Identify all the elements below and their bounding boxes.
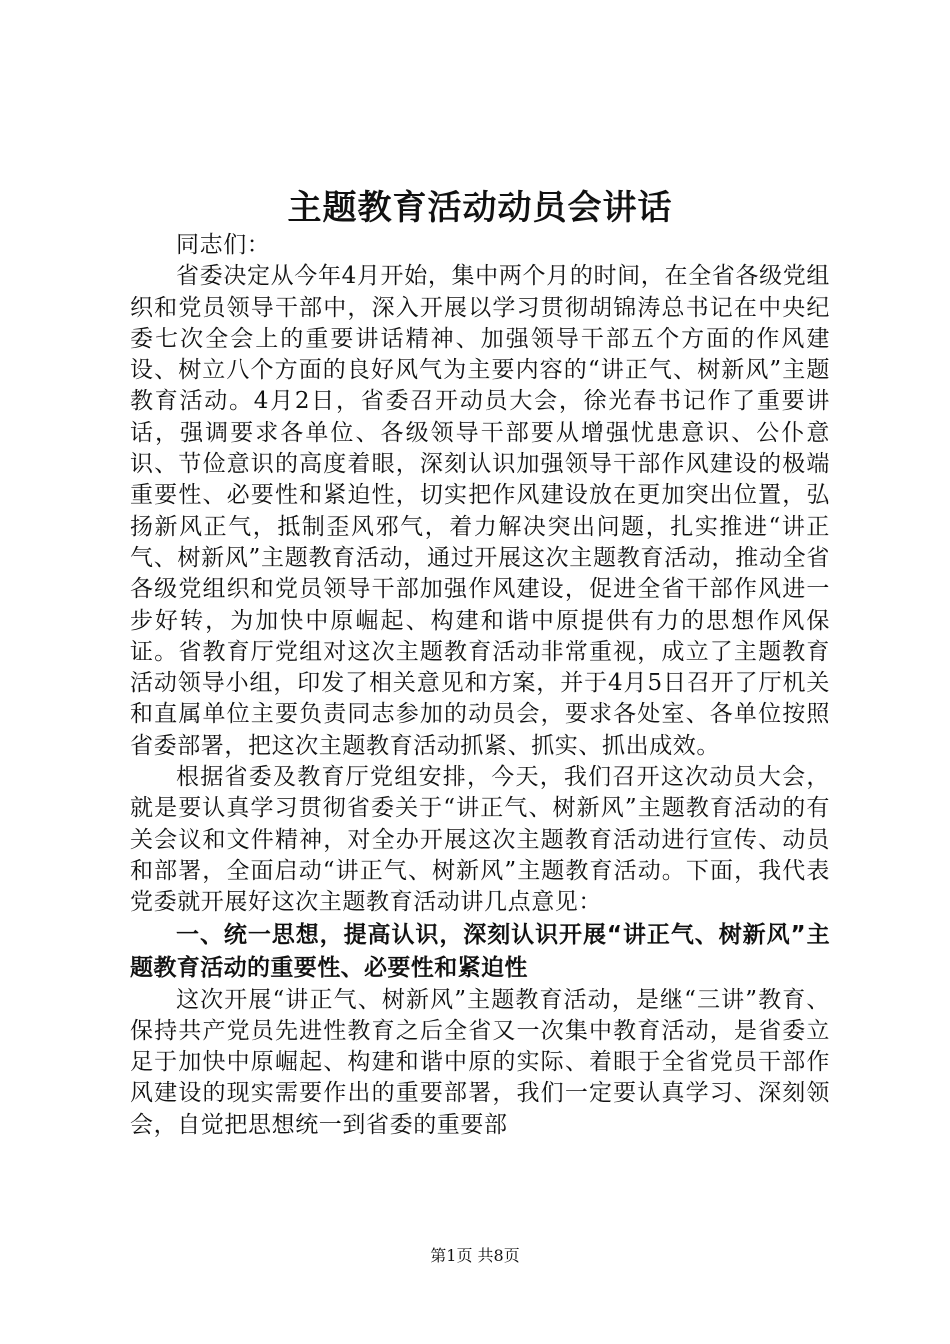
section-heading: 一、统一思想，提高认识，深刻认识开展“讲正气、树新风”主题教育活动的重要性、必要性和紧迫性: [130, 921, 830, 981]
document-body: [130, 230, 830, 1141]
section-paragraph: 这次开展“讲正气、树新风”主题教育活动，是继“三讲”教育、保持共产党员先进性教育之后全省又一次集中教育活动，是省委立足于加快中原崛起、构建和谐中原的实际、着眼于全省党员干部作风建设的现实需要作出的重要部署，我们一定要认真学习、深刻领会，自觉把思想统一到省委的重要部: [130, 986, 830, 1138]
page-footer: 第1页 共8页: [430, 1246, 520, 1265]
paragraph-1: 省委决定从今年4月开始，集中两个月的时间，在全省各级党组织和党员领导干部中，深入开展以学习贯彻胡锦涛总书记在中央纪委七次全会上的重要讲话精神、加强领导干部五个方面的作风建设、树立八个方面的良好风气为主要内容的“讲正气、树新风”主题教育活动。4月2日，省委召开动员大会，徐光春书记作了重要讲话，强调要求各单位、各级领导干部要从增强忧患意识、公仆意识、节俭意识的高度着眼，深刻认识加强领导干部作风建设的极端重要性、必要性和紧迫性，切实把作风建设放在更加突出位置，弘扬新风正气，抵制歪风邪气，着力解决突出问题，扎实推进“讲正气、树新风”主题教育活动，通过开展这次主题教育活动，推动全省各级党组织和党员领导干部加强作风建设，促进全省干部作风进一步好转，为加快中原崛起、构建和谐中原提供有力的思想作风保证。省教育厅党组对这次主题教育活动非常重视，成立了主题教育活动领导小组，印发了相关意见和方案，并于4月5日召开了厅机关和直属单位主要负责同志参加的动员会，要求各处室、各单位按照省委部署，把这次主题教育活动抓紧、抓实、抓出成效。: [130, 263, 830, 759]
paragraph-2: 根据省委及教育厅党组安排，今天，我们召开这次动员大会，就是要认真学习贯彻省委关于“讲正气、树新风”主题教育活动的有关会议和文件精神，对全办开展这次主题教育活动进行宣传、动员和部署，全面启动“讲正气、树新风”主题教育活动。下面，我代表党委就开展好这次主题教育活动讲几点意见：: [130, 764, 830, 916]
document-title: 主题教育活动动员会讲话: [287, 188, 673, 228]
salutation: 同志们：: [176, 232, 271, 258]
